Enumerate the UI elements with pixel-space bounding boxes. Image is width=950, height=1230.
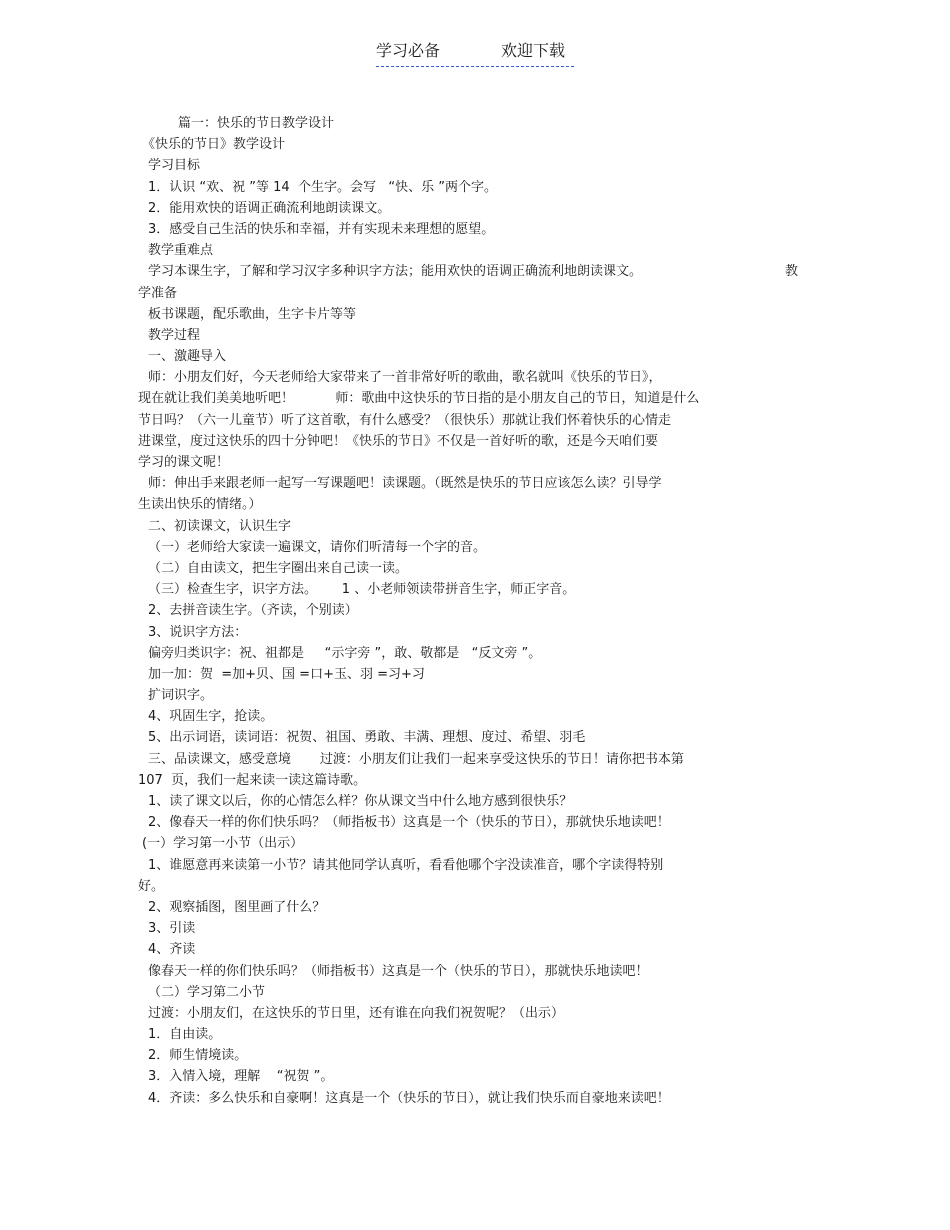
line-text: 二、初读课文，认识生字 [148,518,292,534]
text-line [138,177,798,198]
line-text: 三、品读课文，感受意境 过渡：小朋友们让我们一起来享受这快乐的节日！请你把书本第 [148,751,684,767]
line-text: 4、齐读 [148,942,196,958]
line-text: 教学过程 [148,327,201,343]
line-text: 《快乐的节日》教学设计 [142,137,286,153]
text-line [138,198,798,219]
line-text: 学习的课文呢！ [138,455,230,470]
text-line [138,600,798,621]
text-line [138,388,798,409]
line-text: 生读出快乐的情绪。） [138,497,262,513]
line-text: 2、观察插图，图里画了什么？ [148,899,326,915]
text-line [138,622,798,643]
line-text: 学习本课生字，了解和学习汉字多种识字方法；能用欢快的语调正确流利地朗读课文。 [148,264,643,280]
document-body [138,113,798,1109]
text-line [138,727,798,748]
text-line [138,982,798,1003]
line-text: 师：小朋友们好，今天老师给大家带来了一首非常好听的歌曲，歌名就叫《快乐的节日》， [148,370,662,386]
line-text: 1．自由读。 [148,1027,222,1043]
text-line [138,113,798,134]
line-text: 4．齐读：多么快乐和自豪啊！这真是一个（快乐的节日），就让我们快乐而自豪地来读吧！ [148,1090,670,1106]
line-text: 3．入情入境，理解 “祝贺 ”。 [148,1069,334,1085]
text-line [138,664,798,685]
text-line [138,558,798,579]
text-line [138,876,798,897]
text-line [138,240,798,261]
line-text: 5、出示词语，读词语：祝贺、祖国、勇敢、丰满、理想、度过、希望、羽毛 [148,730,586,746]
text-line [138,155,798,176]
line-text: 学准备 [138,285,178,301]
line-text: 107 页，我们一起来读一读这篇诗歌。 [138,772,367,788]
text-line [138,685,798,706]
text-line [138,706,798,727]
line-text: 3．感受自己生活的快乐和幸福，并有实现未来理想的愿望。 [148,221,495,237]
text-line [138,537,798,558]
line-text: （一）老师给大家读一遍课文，请你们听清每一个字的音。 [148,539,487,555]
line-text: （二）学习第二小节 [148,984,266,1000]
text-line [138,367,798,388]
line-text: （二）自由读文，把生字圈出来自己读一读。 [148,560,409,576]
line-text: 2．能用欢快的语调正确流利地朗读课文。 [148,200,391,216]
line-text: 2、去拼音读生字。（齐读，个别读） [148,603,358,619]
line-text: 一、激趣导入 [148,349,227,365]
text-line [138,516,798,537]
line-text: 现在就让我们美美地听吧！ 师：歌曲中这快乐的节日指的是小朋友自己的节日，知道是什么 [138,391,700,407]
text-line [138,219,798,240]
line-text: 篇一：快乐的节日教学设计 [178,116,335,131]
text-line [138,791,798,812]
line-text: 1、读了课文以后，你的心情怎么样？你从课文当中什么地方感到很快乐？ [148,794,573,809]
line-text: 2、像春天一样的你们快乐吗？（师指板书）这真是一个（快乐的节日），那就快乐地读吧！ [148,815,670,831]
line-text: 板书课题，配乐歌曲，生字卡片等等 [148,306,357,322]
text-line [138,961,798,982]
line-text: 1、谁愿意再来读第一小节？请其他同学认真听，看看他哪个字没读准音，哪个字读得特别 [148,857,664,873]
line-text: 教学重难点 [148,243,214,259]
text-line [138,897,798,918]
text-line [138,1088,798,1109]
line-text: 1．认识 “欢、祝 ”等 14 个生字。会写 “快、乐 ”两个字。 [148,179,497,195]
line-text: 过渡：小朋友们，在这快乐的节日里，还有谁在向我们祝贺呢？（出示） [148,1005,565,1021]
text-line [138,134,798,155]
text-line [138,431,798,452]
line-text: 师：伸出手来跟老师一起写一写课题吧！读课题。（既然是快乐的节日应该怎么读？引导学 [148,476,662,492]
text-line [138,473,798,494]
text-line [138,325,798,346]
text-line [138,1024,798,1045]
text-line [138,770,798,791]
text-line [138,283,798,304]
text-line [138,749,798,770]
text-line [138,643,798,664]
text-line [138,494,798,515]
line-text: 学习目标 [148,158,201,174]
text-line [138,918,798,939]
header-left-text: 学习必备 [376,41,441,60]
line-text: 节日吗？（六一儿童节）听了这首歌，有什么感受？（很快乐）那就让我们怀着快乐的心情走 [138,412,672,428]
text-line [138,812,798,833]
line-text: 2．师生情境读。 [148,1048,248,1064]
page-header [376,40,574,67]
text-line [138,1066,798,1087]
text-line [138,833,798,854]
line-text: 扩词识字。 [148,688,214,704]
text-line [138,855,798,876]
line-text: 加一加：贺 =加+贝、国 =口+玉、羽 =习+习 [148,666,425,682]
line-text: (一）学习第一小节（出示） [142,836,304,852]
line-text: 偏旁归类识字：祝、祖都是 “示字旁 ”，敢、敬都是 “反文旁 ”。 [148,645,542,661]
header-right-text: 欢迎下载 [501,41,566,60]
text-line [138,1045,798,1066]
line-tail-text: 教 [784,264,798,280]
text-line [138,1003,798,1024]
line-text: 3、说识字方法： [148,624,248,640]
line-text: 4、巩固生字，抢读。 [148,709,274,725]
line-text: 好。 [138,878,165,894]
line-text: （三）检查生字，识字方法。 1 、小老师领读带拼音生字，师正字音。 [148,582,576,598]
text-line [138,261,798,282]
line-text: 像春天一样的你们快乐吗？（师指板书）这真是一个（快乐的节日），那就快乐地读吧！ [148,963,649,979]
line-text: 3、引读 [148,921,196,937]
text-line [138,939,798,960]
text-line [138,346,798,367]
text-line [138,410,798,431]
text-line [138,304,798,325]
line-text: 进课堂，度过这快乐的四十分钟吧！《快乐的节日》不仅是一首好听的歌，还是今天咱们要 [138,433,659,449]
text-line [138,579,798,600]
text-line [138,452,798,473]
